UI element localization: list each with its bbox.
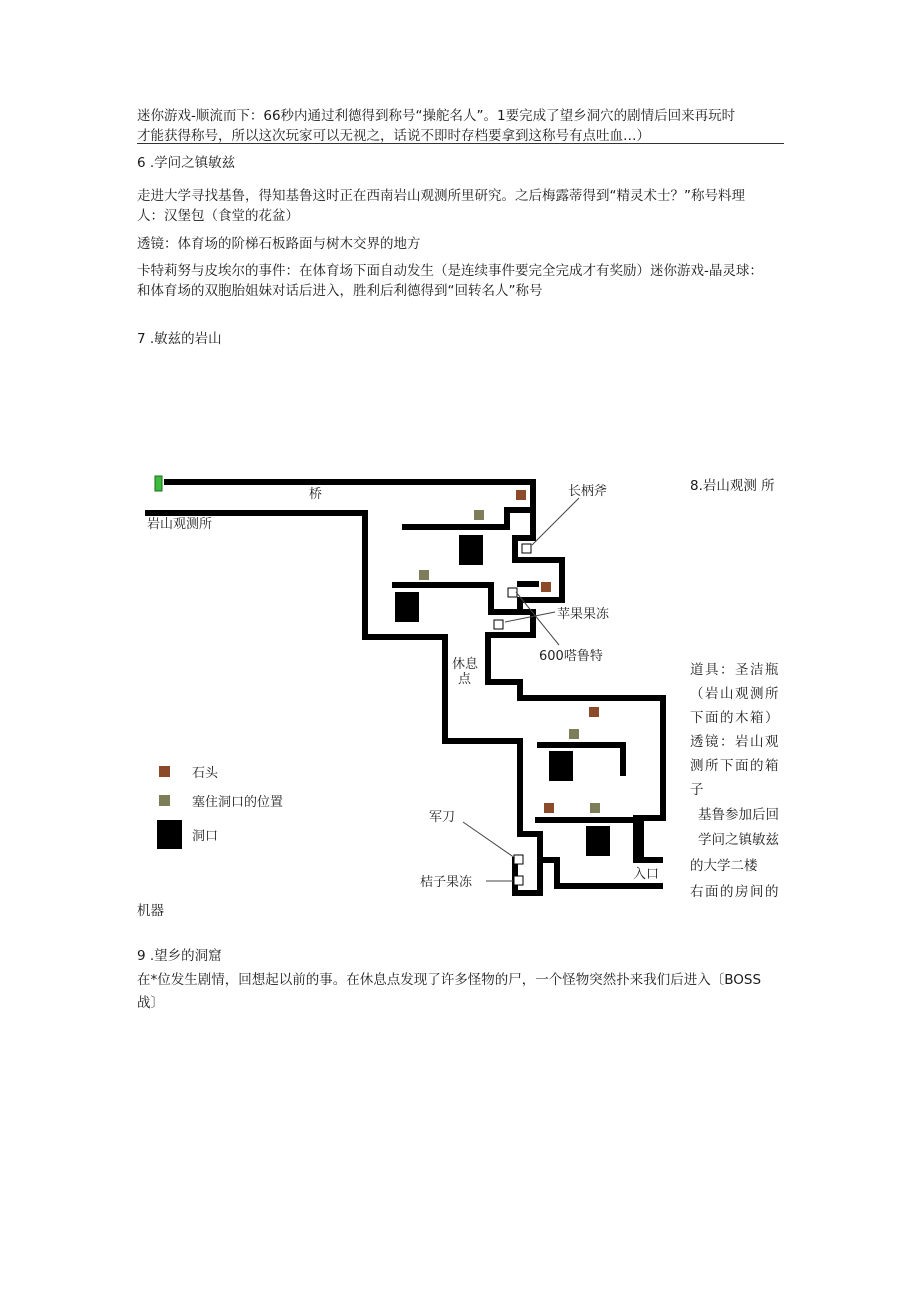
paragraph-section-9-line2: 战〕 bbox=[137, 995, 164, 1011]
hole-marker bbox=[549, 751, 573, 781]
legend-plug-swatch bbox=[159, 795, 170, 806]
paragraph-section-9-line1: 在*位发生剧情，回想起以前的事。在休息点发现了许多怪物的尸，一个怪物突然扑来我们后进入〔BOSS bbox=[137, 972, 762, 988]
chest-apple-jelly bbox=[494, 620, 503, 629]
label-apple-jelly: 苹果果冻 bbox=[557, 607, 610, 622]
heading-section-8: 8.岩山观测 所 bbox=[690, 478, 775, 494]
hole-marker bbox=[586, 826, 610, 856]
paragraph-minigame-line2: 才能获得称号，所以这次玩家可以无视之，话说不即时存档要拿到这称号有点吐血…） bbox=[137, 128, 650, 144]
label-saber: 军刀 bbox=[429, 810, 456, 825]
legend bbox=[157, 765, 283, 849]
heading-section-6: 6 .学问之镇敏兹 bbox=[137, 155, 236, 171]
side-note-line4: 透镜：岩山观 bbox=[690, 734, 780, 750]
side-note-line1: 道具：圣洁瓶 bbox=[690, 662, 780, 678]
side-note-tail: 机器 bbox=[137, 903, 164, 919]
label-gald: 600嗒鲁特 bbox=[539, 649, 603, 664]
chest-gald bbox=[508, 588, 517, 597]
leader-saber bbox=[463, 822, 515, 858]
label-rest-1: 休息 bbox=[452, 657, 479, 672]
stone-marker bbox=[516, 490, 526, 500]
label-bridge: 桥 bbox=[309, 487, 323, 502]
side-note-line7: 基鲁参加后回 bbox=[698, 807, 779, 823]
paragraph-event-line1: 卡特莉努与皮埃尔的事件：在体育场下面自动发生（是连续事件要完全完成才有奖励）迷你游戏-晶灵球： bbox=[137, 263, 763, 279]
side-note-line6: 子 bbox=[690, 782, 705, 798]
legend-plug-label: 塞住洞口的位置 bbox=[192, 795, 284, 810]
paragraph-minigame-line1: 迷你游戏-顺流而下：66秒内通过利德得到称号“操舵名人”。1要完成了望乡洞穴的剧情后回来再玩时 bbox=[137, 108, 736, 124]
plug-marker bbox=[590, 803, 600, 813]
legend-stone-swatch bbox=[159, 766, 170, 777]
label-halberd: 长柄斧 bbox=[568, 484, 608, 499]
label-orange-jelly: 桔子果冻 bbox=[420, 875, 473, 890]
paragraph-lens: 透镜：体育场的阶梯石板路面与树木交界的地方 bbox=[137, 236, 421, 252]
hole-marker bbox=[395, 592, 419, 622]
paragraph-event-line2: 和体育场的双胞胎姐妹对话后进入，胜利后利德得到“回转名人”称号 bbox=[137, 283, 543, 299]
label-rest-2: 点 bbox=[458, 672, 472, 687]
legend-hole-label: 洞口 bbox=[192, 829, 219, 844]
heading-section-9: 9 .望乡的洞窟 bbox=[137, 948, 222, 964]
plug-marker bbox=[419, 570, 429, 580]
leader-halberd bbox=[532, 498, 579, 545]
stone-marker bbox=[589, 707, 599, 717]
side-note-line2: （岩山观测所 bbox=[690, 686, 780, 702]
stone-marker bbox=[544, 803, 554, 813]
plug-marker bbox=[569, 729, 579, 739]
side-note-line10: 右面的房间的 bbox=[690, 884, 780, 900]
chest-saber bbox=[514, 855, 523, 864]
hole-marker bbox=[459, 535, 483, 565]
side-note-line8: 学问之镇敏兹 bbox=[698, 832, 779, 848]
label-entrance: 入口 bbox=[633, 867, 660, 882]
side-note-line3: 下面的木箱） bbox=[690, 710, 780, 726]
label-observatory: 岩山观测所 bbox=[147, 517, 213, 532]
heading-section-7: 7 .敏兹的岩山 bbox=[137, 331, 222, 347]
plug-marker bbox=[474, 510, 484, 520]
paragraph-section-6-line2: 人：汉堡包（食堂的花盆） bbox=[137, 208, 299, 224]
chest-orange-jelly bbox=[514, 876, 523, 885]
legend-hole-swatch bbox=[157, 820, 182, 849]
stone-marker bbox=[541, 582, 551, 592]
side-note-line5: 测所下面的箱 bbox=[690, 758, 780, 774]
side-note-line9: 的大学二楼 bbox=[690, 858, 758, 874]
door-marker bbox=[155, 476, 162, 491]
legend-stone-label: 石头 bbox=[192, 766, 219, 781]
chest-halberd bbox=[522, 544, 531, 553]
map-walls bbox=[148, 482, 663, 893]
paragraph-section-6-line1: 走进大学寻找基鲁，得知基鲁这时正在西南岩山观测所里研究。之后梅露蒂得到“精灵术士？”称号料理 bbox=[137, 188, 745, 204]
wall-inner-1 bbox=[405, 510, 533, 527]
